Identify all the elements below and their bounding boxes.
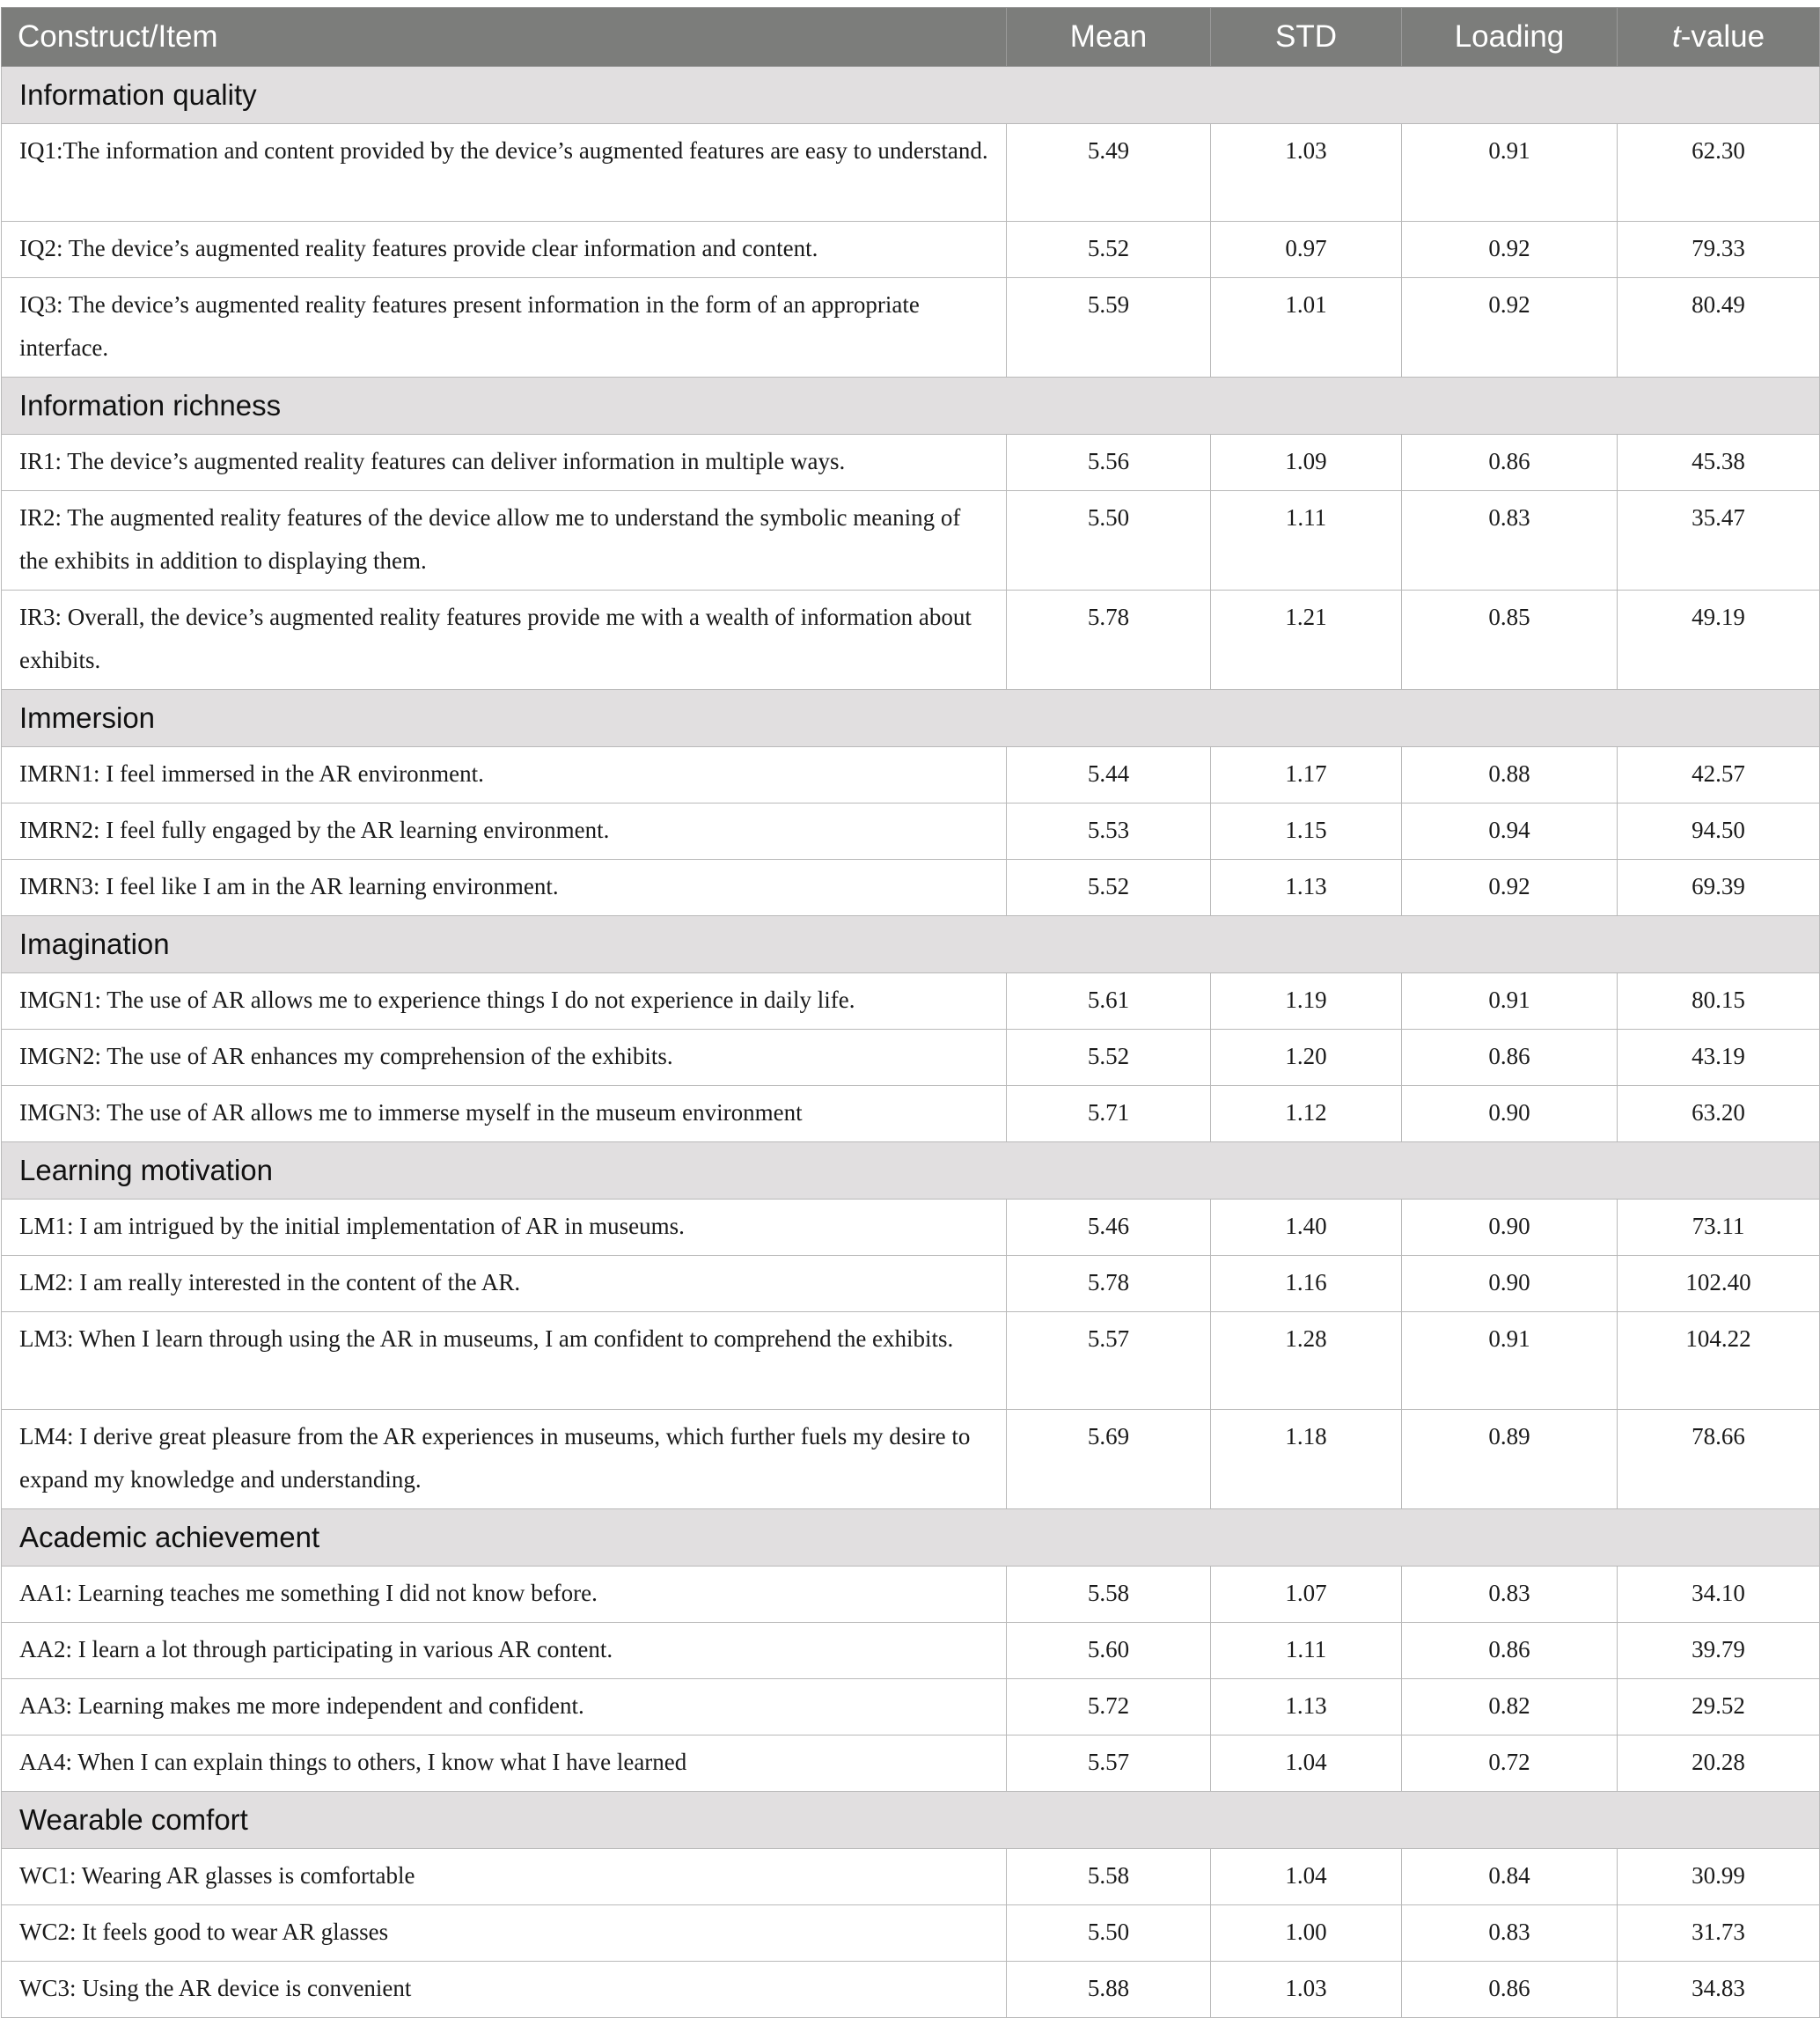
std-value: 0.97 [1211, 222, 1402, 278]
t-value: 94.50 [1618, 804, 1820, 860]
t-value: 62.30 [1618, 124, 1820, 222]
mean-value: 5.53 [1007, 804, 1211, 860]
table-row [2, 278, 1820, 378]
table-row [2, 973, 1820, 1030]
section-title: Learning motivation [2, 1142, 1820, 1200]
loading-value: 0.85 [1402, 591, 1618, 690]
item-text: LM3: When I learn through using the AR in museums, I am confident to comprehend the exhibits. [2, 1312, 1007, 1410]
loading-value: 0.72 [1402, 1735, 1618, 1792]
t-value: 31.73 [1618, 1905, 1820, 1962]
item-text: IMGN1: The use of AR allows me to experience things I do not experience in daily life. [2, 973, 1007, 1030]
t-value: 49.19 [1618, 591, 1820, 690]
table-row [2, 222, 1820, 278]
header-construct-item: Construct/Item [2, 8, 1007, 67]
item-text: AA4: When I can explain things to others, I know what I have learned [2, 1735, 1007, 1792]
item-text: LM2: I am really interested in the content of the AR. [2, 1256, 1007, 1312]
table-body [2, 67, 1820, 2018]
item-text: LM1: I am intrigued by the initial implementation of AR in museums. [2, 1200, 1007, 1256]
section-row [2, 1142, 1820, 1200]
table-row [2, 591, 1820, 690]
std-value: 1.04 [1211, 1735, 1402, 1792]
mean-value: 5.59 [1007, 278, 1211, 378]
section-row [2, 1792, 1820, 1849]
std-value: 1.11 [1211, 1623, 1402, 1679]
mean-value: 5.44 [1007, 747, 1211, 804]
loading-value: 0.94 [1402, 804, 1618, 860]
std-value: 1.01 [1211, 278, 1402, 378]
mean-value: 5.71 [1007, 1086, 1211, 1142]
header-row [2, 8, 1820, 67]
t-value: 80.15 [1618, 973, 1820, 1030]
t-value: 29.52 [1618, 1679, 1820, 1735]
mean-value: 5.50 [1007, 491, 1211, 591]
table-row [2, 1256, 1820, 1312]
section-title: Information quality [2, 67, 1820, 124]
table-row [2, 1962, 1820, 2018]
table-row [2, 1410, 1820, 1509]
std-value: 1.28 [1211, 1312, 1402, 1410]
mean-value: 5.57 [1007, 1312, 1211, 1410]
t-value: 20.28 [1618, 1735, 1820, 1792]
table-row [2, 1905, 1820, 1962]
item-text: IMGN3: The use of AR allows me to immerse myself in the museum environment [2, 1086, 1007, 1142]
loading-value: 0.86 [1402, 1962, 1618, 2018]
loading-value: 0.91 [1402, 973, 1618, 1030]
item-text: IR3: Overall, the device’s augmented reality features provide me with a wealth of information about exhibits. [2, 591, 1007, 690]
t-value: 73.11 [1618, 1200, 1820, 1256]
section-title: Academic achievement [2, 1509, 1820, 1567]
table-row [2, 1200, 1820, 1256]
t-value: 78.66 [1618, 1410, 1820, 1509]
std-value: 1.12 [1211, 1086, 1402, 1142]
t-value: 102.40 [1618, 1256, 1820, 1312]
section-row [2, 690, 1820, 747]
header-loading: Loading [1402, 8, 1618, 67]
header-std: STD [1211, 8, 1402, 67]
item-text: AA3: Learning makes me more independent and confident. [2, 1679, 1007, 1735]
t-value: 30.99 [1618, 1849, 1820, 1905]
table-row [2, 1735, 1820, 1792]
std-value: 1.03 [1211, 1962, 1402, 2018]
table-row [2, 1679, 1820, 1735]
mean-value: 5.69 [1007, 1410, 1211, 1509]
t-value: 34.83 [1618, 1962, 1820, 2018]
std-value: 1.13 [1211, 860, 1402, 916]
mean-value: 5.88 [1007, 1962, 1211, 2018]
loading-value: 0.86 [1402, 1030, 1618, 1086]
t-value: 63.20 [1618, 1086, 1820, 1142]
item-text: IMGN2: The use of AR enhances my comprehension of the exhibits. [2, 1030, 1007, 1086]
std-value: 1.40 [1211, 1200, 1402, 1256]
item-text: IQ3: The device’s augmented reality features present information in the form of an appropriate interface. [2, 278, 1007, 378]
table-row [2, 1086, 1820, 1142]
mean-value: 5.52 [1007, 1030, 1211, 1086]
section-title: Wearable comfort [2, 1792, 1820, 1849]
item-text: WC2: It feels good to wear AR glasses [2, 1905, 1007, 1962]
section-row [2, 1509, 1820, 1567]
item-text: WC1: Wearing AR glasses is comfortable [2, 1849, 1007, 1905]
loading-value: 0.88 [1402, 747, 1618, 804]
t-value: 43.19 [1618, 1030, 1820, 1086]
item-text: IMRN3: I feel like I am in the AR learning environment. [2, 860, 1007, 916]
mean-value: 5.58 [1007, 1567, 1211, 1623]
mean-value: 5.78 [1007, 591, 1211, 690]
table-row [2, 747, 1820, 804]
loading-value: 0.90 [1402, 1200, 1618, 1256]
table-row [2, 1623, 1820, 1679]
table-row [2, 860, 1820, 916]
loading-value: 0.84 [1402, 1849, 1618, 1905]
mean-value: 5.56 [1007, 435, 1211, 491]
loading-value: 0.92 [1402, 222, 1618, 278]
item-text: IR2: The augmented reality features of the device allow me to understand the symbolic meaning of the exhibits in addition to displaying them. [2, 491, 1007, 591]
table-row [2, 124, 1820, 222]
loading-value: 0.92 [1402, 278, 1618, 378]
mean-value: 5.61 [1007, 973, 1211, 1030]
std-value: 1.00 [1211, 1905, 1402, 1962]
section-title: Imagination [2, 916, 1820, 973]
header-t-value [1618, 8, 1820, 67]
loading-value: 0.91 [1402, 124, 1618, 222]
loading-value: 0.90 [1402, 1256, 1618, 1312]
std-value: 1.13 [1211, 1679, 1402, 1735]
table-row [2, 1030, 1820, 1086]
std-value: 1.16 [1211, 1256, 1402, 1312]
std-value: 1.19 [1211, 973, 1402, 1030]
loading-value: 0.83 [1402, 491, 1618, 591]
mean-value: 5.58 [1007, 1849, 1211, 1905]
loading-value: 0.82 [1402, 1679, 1618, 1735]
t-value: 39.79 [1618, 1623, 1820, 1679]
t-value: 80.49 [1618, 278, 1820, 378]
loading-value: 0.89 [1402, 1410, 1618, 1509]
t-value: 104.22 [1618, 1312, 1820, 1410]
table-row [2, 491, 1820, 591]
std-value: 1.11 [1211, 491, 1402, 591]
header-t-suffix: -value [1680, 19, 1765, 54]
header-t-italic: t [1671, 19, 1681, 54]
loading-value: 0.83 [1402, 1567, 1618, 1623]
mean-value: 5.49 [1007, 124, 1211, 222]
table-row [2, 435, 1820, 491]
item-text: AA2: I learn a lot through participating in various AR content. [2, 1623, 1007, 1679]
t-value: 69.39 [1618, 860, 1820, 916]
std-value: 1.21 [1211, 591, 1402, 690]
mean-value: 5.50 [1007, 1905, 1211, 1962]
std-value: 1.15 [1211, 804, 1402, 860]
section-title: Information richness [2, 378, 1820, 435]
t-value: 79.33 [1618, 222, 1820, 278]
loading-value: 0.92 [1402, 860, 1618, 916]
section-row [2, 67, 1820, 124]
loading-value: 0.90 [1402, 1086, 1618, 1142]
item-text: AA1: Learning teaches me something I did not know before. [2, 1567, 1007, 1623]
mean-value: 5.72 [1007, 1679, 1211, 1735]
loading-value: 0.86 [1402, 435, 1618, 491]
mean-value: 5.57 [1007, 1735, 1211, 1792]
item-text: IQ2: The device’s augmented reality features provide clear information and content. [2, 222, 1007, 278]
section-row [2, 916, 1820, 973]
table-row [2, 804, 1820, 860]
std-value: 1.17 [1211, 747, 1402, 804]
std-value: 1.18 [1211, 1410, 1402, 1509]
section-title: Immersion [2, 690, 1820, 747]
t-value: 35.47 [1618, 491, 1820, 591]
table-row [2, 1567, 1820, 1623]
std-value: 1.03 [1211, 124, 1402, 222]
item-text: WC3: Using the AR device is convenient [2, 1962, 1007, 2018]
std-value: 1.09 [1211, 435, 1402, 491]
section-row [2, 378, 1820, 435]
t-value: 34.10 [1618, 1567, 1820, 1623]
mean-value: 5.60 [1007, 1623, 1211, 1679]
table-row [2, 1312, 1820, 1410]
header-mean: Mean [1007, 8, 1211, 67]
item-text: IMRN1: I feel immersed in the AR environment. [2, 747, 1007, 804]
mean-value: 5.78 [1007, 1256, 1211, 1312]
item-text: IMRN2: I feel fully engaged by the AR learning environment. [2, 804, 1007, 860]
measurement-table [1, 7, 1820, 2018]
mean-value: 5.52 [1007, 860, 1211, 916]
loading-value: 0.86 [1402, 1623, 1618, 1679]
std-value: 1.04 [1211, 1849, 1402, 1905]
t-value: 45.38 [1618, 435, 1820, 491]
std-value: 1.20 [1211, 1030, 1402, 1086]
t-value: 42.57 [1618, 747, 1820, 804]
item-text: IR1: The device’s augmented reality features can deliver information in multiple ways. [2, 435, 1007, 491]
loading-value: 0.91 [1402, 1312, 1618, 1410]
std-value: 1.07 [1211, 1567, 1402, 1623]
item-text: IQ1:The information and content provided by the device’s augmented features are easy to understand. [2, 124, 1007, 222]
item-text: LM4: I derive great pleasure from the AR experiences in museums, which further fuels my desire to expand my knowledge and understanding. [2, 1410, 1007, 1509]
mean-value: 5.52 [1007, 222, 1211, 278]
loading-value: 0.83 [1402, 1905, 1618, 1962]
table-row [2, 1849, 1820, 1905]
mean-value: 5.46 [1007, 1200, 1211, 1256]
